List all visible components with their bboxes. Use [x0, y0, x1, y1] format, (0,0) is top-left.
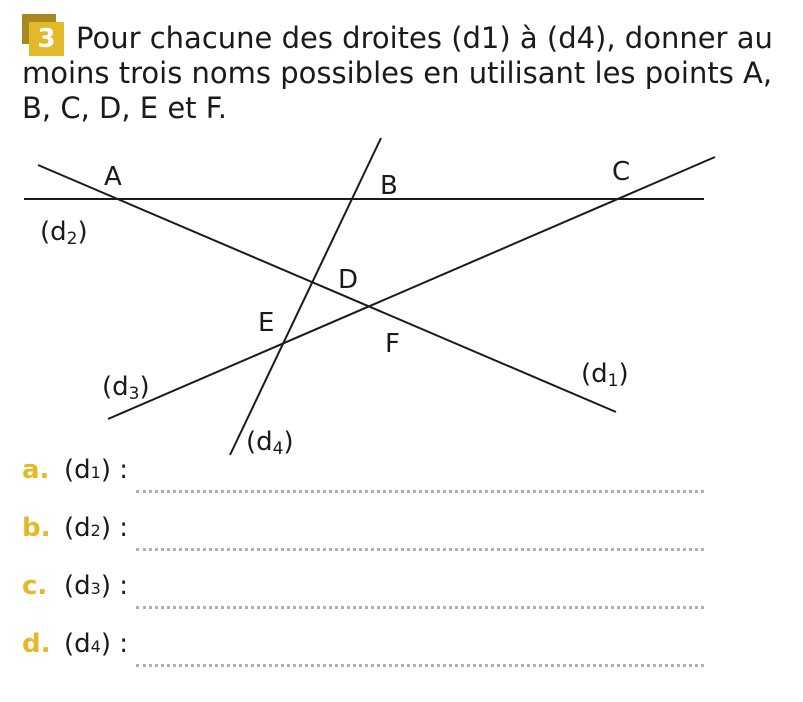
answer-letter: c. — [22, 571, 48, 601]
point-label-b: B — [380, 171, 398, 201]
point-label-f: F — [385, 329, 400, 359]
line-label-d3: (d3) — [102, 372, 150, 404]
line-d4 — [230, 138, 381, 455]
answer-row-d — [22, 629, 742, 687]
exercise-number: 3 — [29, 22, 64, 56]
answer-row-b — [22, 513, 742, 571]
point-label-a: A — [104, 162, 122, 192]
answer-field-d2[interactable] — [136, 548, 704, 551]
answer-list — [22, 455, 742, 687]
answer-letter: a. — [22, 455, 50, 485]
answer-letter: b. — [22, 513, 51, 543]
answer-label: (d3) : — [64, 571, 129, 601]
point-label-d: D — [338, 265, 359, 295]
line-label-d1: (d1) — [581, 359, 629, 391]
point-label-e: E — [258, 308, 275, 338]
answer-row-c — [22, 571, 742, 629]
line-label-d2: (d2) — [40, 217, 88, 249]
answer-field-d3[interactable] — [136, 606, 704, 609]
answer-field-d1[interactable] — [136, 490, 704, 493]
point-label-c: C — [612, 157, 631, 187]
answer-label: (d1) : — [64, 455, 129, 485]
answer-field-d4[interactable] — [136, 664, 704, 667]
line-label-d4: (d4) — [246, 427, 294, 459]
answer-label: (d2) : — [64, 513, 129, 543]
instruction-text: Pour chacune des droites (d1) à (d4), donner au moins trois noms possibles en utilisant les points A, B, C, D, E et F. — [22, 21, 773, 125]
answer-row-a — [22, 455, 742, 513]
answer-label: (d4) : — [64, 629, 129, 659]
answer-letter: d. — [22, 629, 51, 659]
